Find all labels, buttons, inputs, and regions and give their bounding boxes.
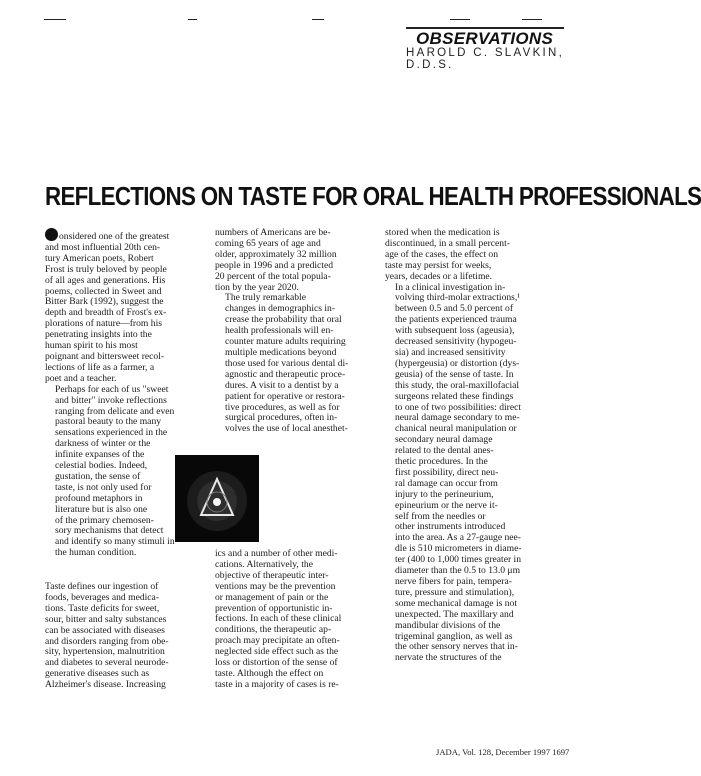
text-line: decreased sensitivity (hypogeu- (395, 336, 517, 348)
text-line: taste. Although the effect on (215, 667, 324, 679)
text-line: chanical neural manipulation or (395, 423, 517, 435)
text-line: of the primary chemosen- (55, 514, 154, 526)
text-line: and bitter" invoke reflections (55, 394, 167, 406)
text-line: diameter than the 0.5 to 13.0 μm (395, 565, 521, 577)
text-line: those used for various dental di- (225, 357, 349, 369)
text-line: poems, collected in Sweet and (45, 285, 162, 297)
triangle-image-icon (175, 455, 259, 542)
col2-paragraph-continued (215, 549, 375, 691)
text-line: depth and breadth of Frost's ex- (45, 307, 167, 319)
text-line: older, approximately 32 million (215, 248, 337, 260)
text-line: In a clinical investigation in- (395, 281, 506, 293)
text-line: volves the use of local anesthet- (225, 423, 348, 435)
dropcap-icon (45, 228, 58, 241)
text-line: multiple medications beyond (225, 346, 337, 358)
text-line: poet and a teacher. (45, 372, 117, 384)
text-line: surgeons related these findings (395, 390, 514, 402)
text-line: taste, is not only used for (55, 481, 152, 493)
text-line: the patients experienced trauma (395, 314, 517, 326)
text-line: the human condition. (55, 547, 137, 559)
inset-photo (175, 455, 259, 542)
text-line: ranging from delicate and even (55, 405, 175, 417)
text-line: infinite expanses of the (55, 449, 145, 461)
text-line: numbers of Americans are be- (215, 227, 331, 238)
text-line: first possibility, direct neu- (395, 466, 499, 478)
text-line: neural damage secondary to me- (395, 412, 520, 424)
text-line: profound metaphors in (55, 492, 143, 504)
text-line: 20 percent of the total popula- (215, 270, 331, 282)
text-line: sour, bitter and salty substances (45, 613, 167, 625)
text-line: gustation, the sense of (55, 470, 141, 482)
text-line: and disorders ranging from obe- (45, 635, 169, 647)
text-line: crease the probability that oral (225, 314, 342, 326)
text-line: ventions may be the prevention (215, 580, 336, 592)
text-line: prevention of opportunistic in- (215, 602, 333, 614)
text-line: thetic procedures. In the (395, 456, 488, 468)
text-line: loss or distortion of the sense of (215, 657, 338, 669)
text-line: Alzheimer's disease. Increasing (45, 679, 166, 691)
text-line: this study, the oral-maxillofacial (395, 379, 520, 391)
text-line: patient for operative or restora- (225, 390, 345, 402)
text-line: pastoral beauty to the many (55, 416, 162, 428)
text-line: celestial bodies. Indeed, (55, 460, 148, 472)
text-line: the other sensory nerves that in- (395, 641, 518, 653)
text-line: to one of two possibilities: direct (395, 401, 522, 413)
text-line: stored when the medication is (385, 227, 500, 238)
text-line: and most influential 20th cen- (45, 241, 161, 253)
column-2-bottom (215, 549, 375, 691)
text-line: secondary neural damage (395, 434, 493, 446)
text-line: sensations experienced in the (55, 427, 168, 439)
col1-paragraph-1 (45, 228, 205, 385)
text-line: ics and a number of other medi- (215, 548, 338, 559)
text-line: nerve fibers for pain, tempera- (395, 576, 512, 587)
text-line: sia) and increased sensitivity (395, 346, 506, 358)
text-line: Perhaps for each of us "sweet (55, 383, 169, 395)
text-line: age of the cases, the effect on (385, 248, 499, 260)
text-line: (hypergeusia) or distortion (dys- (395, 357, 520, 369)
text-line: and diabetes to several neurode- (45, 657, 169, 669)
text-line: people in 1996 and a predicted (215, 259, 334, 271)
text-line: health professionals will en- (225, 325, 334, 337)
col3-paragraph-2 (385, 283, 545, 665)
text-line: trigeminal ganglion, as well as (395, 630, 513, 642)
text-line: and identify so many stimuli in (55, 536, 175, 548)
text-line: sory mechanisms that detect (55, 525, 164, 537)
text-line: injury to the perineurium, (395, 488, 494, 500)
page-footer: JADA, Vol. 128, December 1997 1697 (436, 747, 570, 757)
text-line: Bitter Bark (1992), suggest the (45, 296, 164, 308)
text-line: ter (400 to 1,000 times greater in (395, 554, 522, 566)
text-line: tion by the year 2020. (215, 281, 299, 293)
col1-paragraph-3 (45, 582, 205, 691)
text-line: years, decades or a lifetime. (385, 270, 493, 282)
text-line: taste may persist for weeks, (385, 259, 492, 271)
text-line: self from the needles or (395, 510, 486, 522)
text-line: proach may precipitate an often- (215, 635, 340, 647)
text-line: some mechanical damage is not (395, 597, 518, 609)
text-line: ture, pressure and stimulation), (395, 586, 515, 598)
text-line: sity, hypertension, malnutrition (45, 646, 165, 658)
text-line: lections of life as a farmer, a (45, 361, 155, 373)
text-line: nervate the structures of the (395, 652, 502, 664)
text-line: The truly remarkable (225, 292, 306, 304)
text-line: or management of pain or the (215, 591, 329, 603)
text-line: agnostic and therapeutic proce- (225, 368, 346, 380)
text-line: between 0.5 and 5.0 percent of (395, 303, 514, 315)
author-byline: HAROLD C. SLAVKIN, D.D.S. (406, 47, 565, 71)
header-rule-left-3 (312, 19, 324, 20)
header-rule-left-2 (188, 19, 197, 20)
text-line: surgical procedures, often in- (225, 412, 338, 424)
text-line: tury American poets, Robert (45, 252, 154, 264)
text-line: other instruments introduced (395, 521, 506, 533)
text-line: plorations of nature—from his (45, 318, 162, 330)
text-line: discontinued, in a small percent- (385, 237, 510, 249)
text-line: cations. Alternatively, the (215, 558, 313, 570)
text-line: dle is 510 micrometers in diame- (395, 543, 522, 555)
text-line: mandibular divisions of the (395, 619, 501, 631)
header-rule-left-1 (44, 19, 66, 20)
text-line: literature but is also one (55, 503, 148, 515)
text-line: coming 65 years of age and (215, 237, 321, 249)
section-label: OBSERVATIONS (416, 29, 554, 48)
text-line: onsidered one of the greatest (45, 228, 205, 243)
col2-paragraph-1 (215, 228, 375, 293)
text-line: darkness of winter or the (55, 438, 151, 450)
text-line: generative diseases such as (45, 668, 150, 680)
text-line: ral damage can occur from (395, 477, 498, 489)
text-line: changes in demographics in- (225, 303, 336, 315)
text-line: geusia) of the sense of taste. In (395, 368, 514, 380)
text-line: foods, beverages and medica- (45, 591, 160, 603)
col3-paragraph-1 (385, 228, 545, 283)
text-line: unexpected. The maxillary and (395, 608, 514, 620)
text-line: poignant and bittersweet recol- (45, 350, 165, 362)
text-line: human spirit to his most (45, 340, 138, 352)
article-headline: REFLECTIONS ON TASTE FOR ORAL HEALTH PROFESSIONALS (45, 181, 701, 211)
text-line: tions. Taste deficits for sweet, (45, 602, 160, 614)
column-3 (385, 228, 545, 664)
col2-paragraph-2 (215, 293, 375, 435)
text-line: tive procedures, as well as for (225, 401, 340, 413)
text-line: Taste defines our ingestion of (45, 581, 159, 592)
text-line: counter mature adults requiring (225, 336, 346, 348)
text-line: objective of therapeutic inter- (215, 569, 329, 581)
text-line: taste in a majority of cases is re- (215, 678, 339, 690)
text-line: Frost is truly beloved by people (45, 263, 167, 275)
text-line: related to the dental anes- (395, 445, 494, 457)
column-2-top (215, 228, 375, 435)
header-rule-right-2 (522, 19, 542, 20)
text-line: penetrating insights into the (45, 329, 152, 341)
text-line: can be associated with diseases (45, 624, 165, 636)
text-line: with subsequent loss (ageusia), (395, 325, 515, 337)
text-line: volving third-molar extractions,¹ (395, 292, 521, 304)
text-line: of all ages and generations. His (45, 274, 166, 286)
text-line: neglected side effect such as the (215, 646, 339, 658)
text-line: epineurium or the nerve it- (395, 499, 498, 511)
header-rule-right (450, 19, 470, 20)
text-line: into the area. As a 27-gauge nee- (395, 532, 521, 544)
column-1-bottom (45, 582, 205, 691)
text-line: dures. A visit to a dentist by a (225, 379, 339, 391)
text-line: conditions, the therapeutic ap- (215, 624, 332, 636)
text-line: fections. In each of these clinical (215, 613, 342, 625)
